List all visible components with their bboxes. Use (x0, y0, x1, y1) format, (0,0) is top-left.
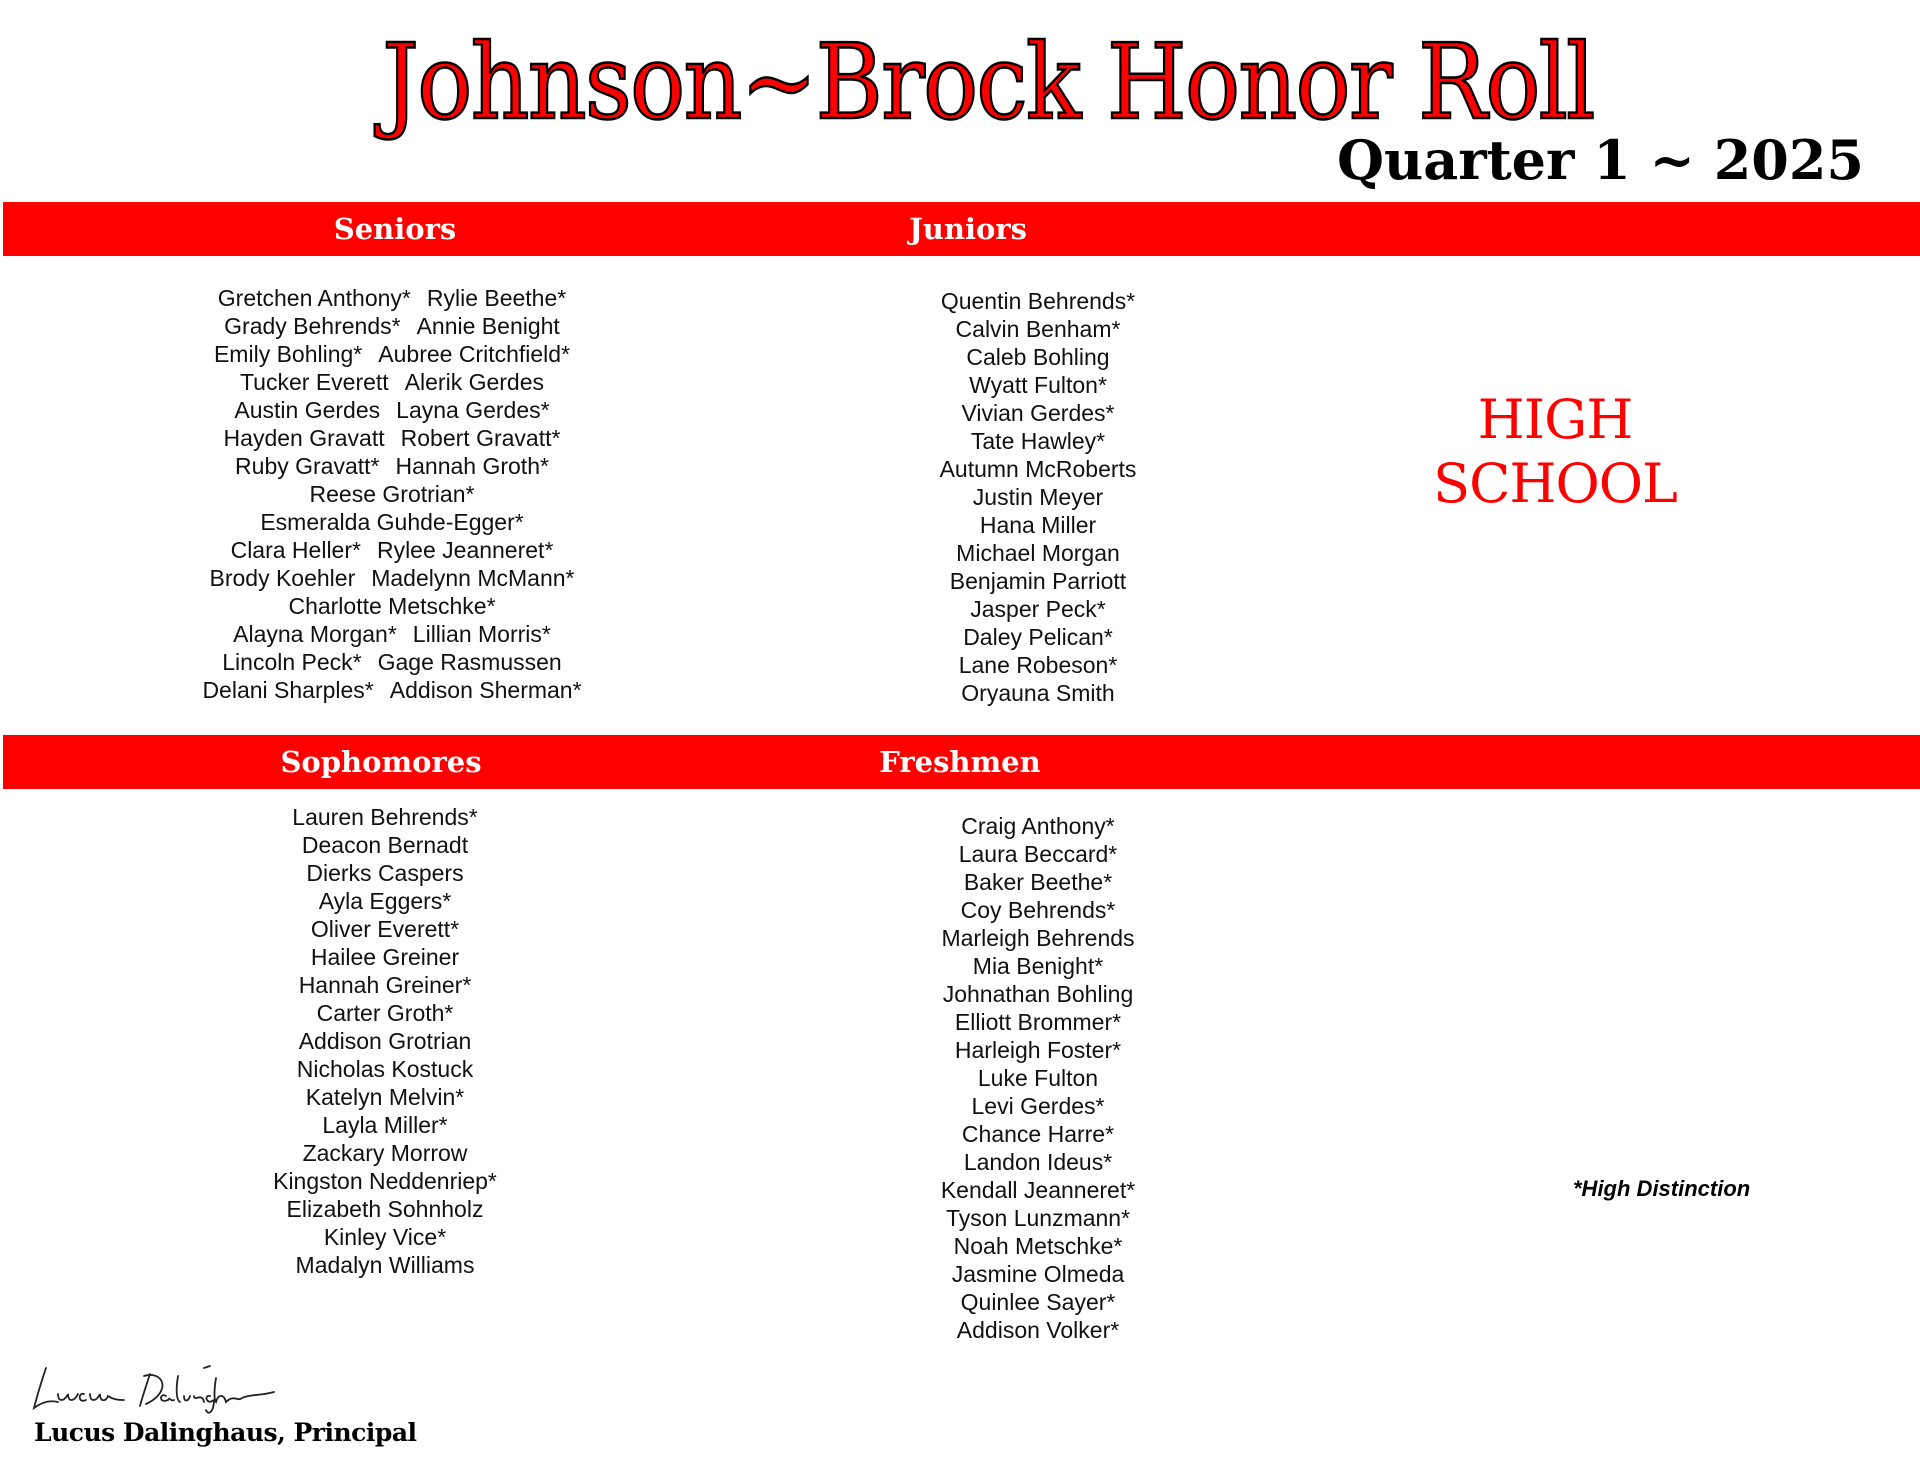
honor-roll-entry (941, 924, 1135, 952)
honor-roll-entry (273, 971, 497, 999)
honor-roll-entry (941, 1008, 1135, 1036)
student-name: Craig Anthony* (961, 813, 1115, 839)
student-name: Chance Harre* (961, 1121, 1115, 1147)
student-name: Reese Grotrian* (309, 481, 475, 507)
honor-roll-entry (202, 396, 581, 424)
student-name: Clara Heller* (230, 537, 361, 563)
student-name: Luke Fulton (977, 1065, 1099, 1091)
sophomores-list (273, 803, 497, 1279)
honor-roll-entry (202, 620, 581, 648)
honor-roll-entry (940, 315, 1137, 343)
student-name: Marleigh Behrends (941, 925, 1135, 951)
student-name: Rylee Jeanneret* (376, 537, 554, 563)
student-name: Deacon Bernadt (301, 832, 469, 858)
student-name: Landon Ideus* (963, 1149, 1113, 1175)
honor-roll-entry (940, 455, 1137, 483)
honor-roll-entry (941, 1036, 1135, 1064)
honor-roll-entry (273, 1055, 497, 1083)
honor-roll-entry (941, 980, 1135, 1008)
student-name: Madalyn Williams (295, 1252, 475, 1278)
school-label-line-2: SCHOOL (1433, 452, 1677, 515)
honor-roll-entry (940, 539, 1137, 567)
honor-roll-entry (941, 896, 1135, 924)
student-name: Brody Koehler (209, 565, 356, 591)
honor-roll-entry (941, 1260, 1135, 1288)
honor-roll-entry (202, 480, 581, 508)
honor-roll-entry (941, 952, 1135, 980)
student-name: Hailee Greiner (310, 944, 460, 970)
student-name: Addison Volker* (956, 1317, 1120, 1343)
seniors-list (202, 284, 581, 704)
student-name: Tate Hawley* (970, 428, 1106, 454)
honor-roll-entry (273, 1111, 497, 1139)
student-name: Grady Behrends* (224, 313, 401, 339)
student-name: Layna Gerdes* (396, 397, 550, 423)
honor-roll-entry (273, 915, 497, 943)
student-name: Ayla Eggers* (318, 888, 452, 914)
honor-roll-entry (940, 567, 1137, 595)
student-name: Jasmine Olmeda (951, 1261, 1125, 1287)
student-name: Benjamin Parriott (949, 568, 1127, 594)
honor-roll-entry (940, 679, 1137, 707)
student-name: Gage Rasmussen (377, 649, 562, 675)
student-name: Layla Miller* (322, 1112, 448, 1138)
student-name: Justin Meyer (972, 484, 1104, 510)
student-name: Quinlee Sayer* (960, 1289, 1116, 1315)
honor-roll-entry (940, 343, 1137, 371)
honor-roll-entry (202, 564, 581, 592)
student-name: Harleigh Foster* (954, 1037, 1122, 1063)
student-name: Zackary Morrow (302, 1140, 468, 1166)
student-name: Oliver Everett* (310, 916, 460, 942)
student-name: Oryauna Smith (961, 680, 1115, 706)
student-name: Alerik Gerdes (404, 369, 545, 395)
honor-roll-entry (940, 287, 1137, 315)
student-name: Hayden Gravatt (223, 425, 385, 451)
honor-roll-entry (273, 1167, 497, 1195)
student-name: Elizabeth Sohnholz (286, 1196, 484, 1222)
honor-roll-entry (273, 1027, 497, 1055)
honor-roll-entry (202, 452, 581, 480)
student-name: Dierks Caspers (306, 860, 464, 886)
student-name: Jasper Peck* (970, 596, 1106, 622)
student-name: Robert Gravatt* (400, 425, 561, 451)
honor-roll-entry (941, 1064, 1135, 1092)
student-name: Austin Gerdes (234, 397, 381, 423)
honor-roll-entry (941, 1148, 1135, 1176)
student-name: Kinley Vice* (323, 1224, 447, 1250)
honor-roll-entry (202, 424, 581, 452)
honor-roll-entry (202, 312, 581, 340)
honor-roll-entry (273, 999, 497, 1027)
honor-roll-entry (941, 868, 1135, 896)
principal-signature-icon (28, 1356, 298, 1416)
school-level-label (1433, 388, 1677, 516)
student-name: Lauren Behrends* (292, 804, 478, 830)
honor-roll-entry (940, 595, 1137, 623)
student-name: Lincoln Peck* (222, 649, 362, 675)
student-name: Wyatt Fulton* (969, 372, 1107, 398)
honor-roll-entry (941, 1316, 1135, 1344)
honor-roll-entry (940, 483, 1137, 511)
section-heading-freshmen: Freshmen (879, 745, 1041, 779)
honor-roll-entry (940, 623, 1137, 651)
honor-roll-entry (202, 508, 581, 536)
honor-roll-entry (940, 651, 1137, 679)
honor-roll-entry (941, 840, 1135, 868)
student-name: Lane Robeson* (958, 652, 1118, 678)
honor-roll-entry (273, 1083, 497, 1111)
section-heading-seniors: Seniors (333, 212, 457, 246)
student-name: Elliott Brommer* (954, 1009, 1122, 1035)
honor-roll-entry (202, 284, 581, 312)
student-name: Delani Sharples* (202, 677, 374, 703)
student-name: Lillian Morris* (412, 621, 551, 647)
student-name: Ruby Gravatt* (235, 453, 380, 479)
student-name: Addison Sherman* (389, 677, 582, 703)
student-name: Emily Bohling* (213, 341, 363, 367)
honor-roll-entry (940, 371, 1137, 399)
honor-roll-entry (202, 676, 581, 704)
student-name: Quentin Behrends* (940, 288, 1136, 314)
student-name: Kingston Neddenriep* (273, 1168, 497, 1194)
honor-roll-entry (941, 1176, 1135, 1204)
student-name: Nicholas Kostuck (296, 1056, 474, 1082)
student-name: Kendall Jeanneret* (940, 1177, 1136, 1203)
honor-roll-entry (273, 1251, 497, 1279)
student-name: Caleb Bohling (966, 344, 1110, 370)
page-title: Johnson~Brock Honor Roll (382, 21, 1594, 143)
honor-roll-entry (202, 648, 581, 676)
juniors-list (940, 287, 1137, 707)
student-name: Tyson Lunzmann* (945, 1205, 1131, 1231)
student-name: Mia Benight* (972, 953, 1104, 979)
honor-roll-entry (941, 1120, 1135, 1148)
honor-roll-entry (941, 1232, 1135, 1260)
student-name: Hana Miller (979, 512, 1097, 538)
honor-roll-entry (202, 368, 581, 396)
honor-roll-entry (273, 1223, 497, 1251)
student-name: Aubree Critchfield* (378, 341, 571, 367)
honor-roll-entry (273, 803, 497, 831)
section-heading-sophomores: Sophomores (280, 745, 482, 779)
high-distinction-note: *High Distinction (1573, 1176, 1751, 1201)
student-name: Carter Groth* (316, 1000, 454, 1026)
student-name: Katelyn Melvin* (305, 1084, 465, 1110)
honor-roll-entry (941, 1204, 1135, 1232)
honor-roll-entry (941, 1288, 1135, 1316)
student-name: Michael Morgan (956, 540, 1120, 566)
honor-roll-entry (202, 536, 581, 564)
honor-roll-entry (940, 511, 1137, 539)
section-band-lower (3, 735, 1920, 789)
honor-roll-entry (941, 812, 1135, 840)
student-name: Baker Beethe* (963, 869, 1113, 895)
student-name: Alayna Morgan* (233, 621, 397, 647)
student-name: Laura Beccard* (958, 841, 1118, 867)
student-name: Hannah Groth* (395, 453, 549, 479)
student-name: Johnathan Bohling (942, 981, 1134, 1007)
student-name: Coy Behrends* (960, 897, 1116, 923)
student-name: Esmeralda Guhde-Egger* (260, 509, 524, 535)
honor-roll-entry (273, 1195, 497, 1223)
honor-roll-entry (273, 887, 497, 915)
quarter-subtitle: Quarter 1 ~ 2025 (1336, 128, 1864, 192)
honor-roll-entry (940, 399, 1137, 427)
student-name: Madelynn McMann* (371, 565, 575, 591)
student-name: Autumn McRoberts (939, 456, 1137, 482)
student-name: Addison Grotrian (298, 1028, 472, 1054)
student-name: Annie Benight (416, 313, 560, 339)
honor-roll-entry (941, 1092, 1135, 1120)
student-name: Noah Metschke* (953, 1233, 1123, 1259)
honor-roll-entry (202, 592, 581, 620)
student-name: Daley Pelican* (963, 624, 1113, 650)
student-name: Vivian Gerdes* (961, 400, 1115, 426)
honor-roll-entry (273, 831, 497, 859)
student-name: Gretchen Anthony* (217, 285, 411, 311)
section-band-upper (3, 202, 1920, 256)
section-heading-juniors: Juniors (909, 212, 1027, 246)
honor-roll-entry (202, 340, 581, 368)
student-name: Calvin Benham* (955, 316, 1121, 342)
student-name: Tucker Everett (239, 369, 389, 395)
honor-roll-entry (273, 1139, 497, 1167)
school-label-line-1: HIGH (1477, 388, 1633, 451)
principal-name: Lucus Dalinghaus, Principal (34, 1418, 417, 1447)
student-name: Rylie Beethe* (426, 285, 567, 311)
honor-roll-entry (940, 427, 1137, 455)
honor-roll-entry (273, 859, 497, 887)
student-name: Hannah Greiner* (298, 972, 472, 998)
student-name: Levi Gerdes* (971, 1093, 1105, 1119)
honor-roll-entry (273, 943, 497, 971)
freshmen-list (941, 812, 1135, 1344)
student-name: Charlotte Metschke* (288, 593, 496, 619)
